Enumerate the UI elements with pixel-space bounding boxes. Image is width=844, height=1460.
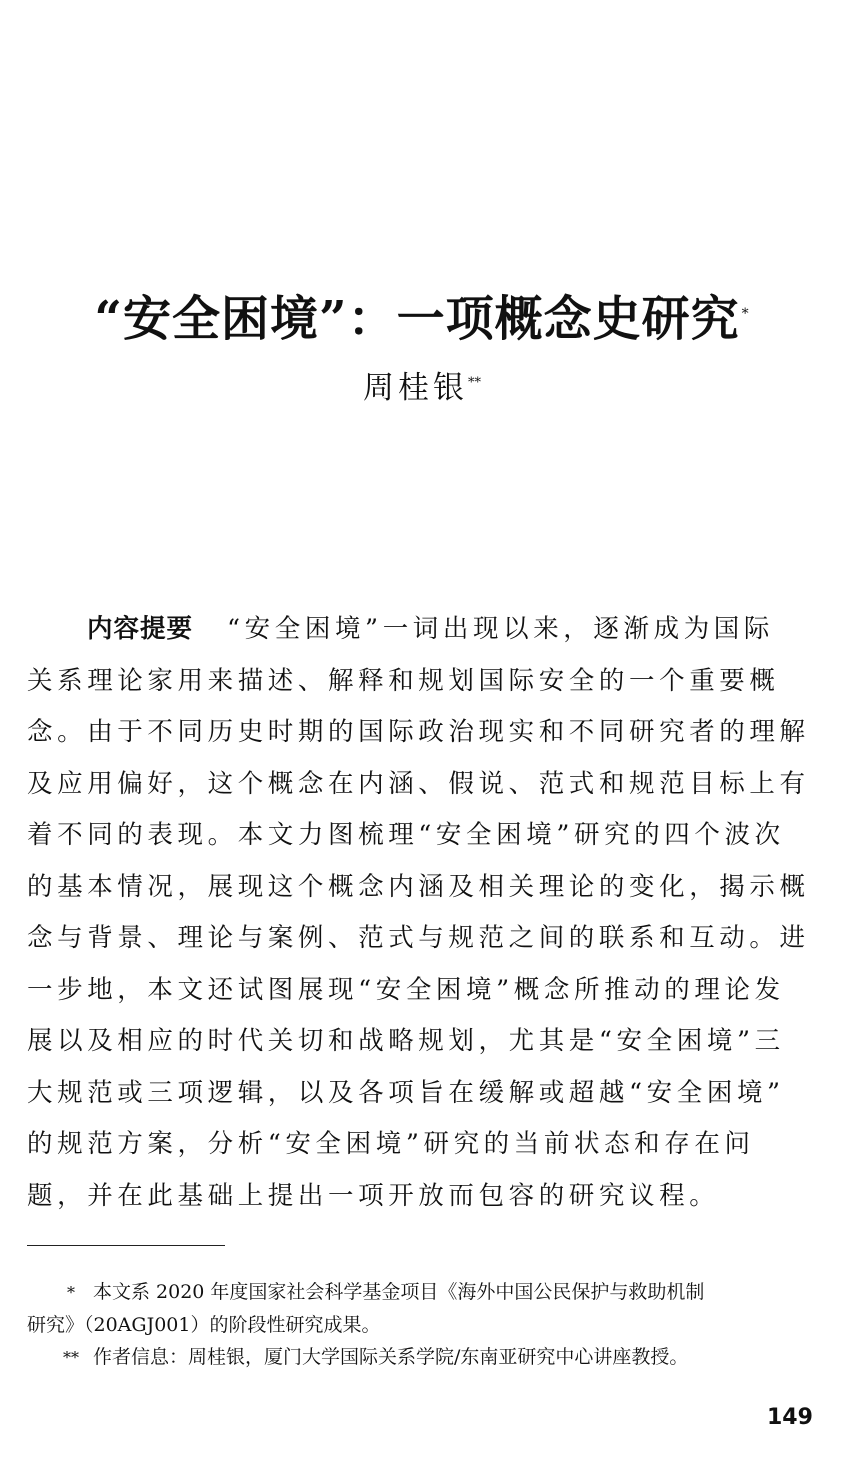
abstract-line: 大规范或三项逻辑，以及各项旨在缓解或超越“安全困境” (27, 1077, 785, 1108)
abstract-line: 念。由于不同历史时期的国际政治现实和不同研究者的理解 (27, 717, 810, 747)
page-number: 149 (767, 1405, 813, 1430)
article-title-text: “安全困境”：一项概念史研究 (94, 291, 740, 347)
abstract-line: 及应用偏好，这个概念在内涵、假说、范式和规范目标上有 (27, 768, 810, 799)
abstract-line: 关系理论家用来描述、解释和规划国际安全的一个重要概 (27, 665, 780, 696)
abstract (27, 604, 819, 1222)
abstract-line: 的基本情况，展现这个概念内涵及相关理论的变化，揭示概 (27, 871, 810, 902)
footnote-funding (27, 1276, 819, 1309)
abstract-line: 的规范方案，分析“安全困境”研究的当前状态和存在问 (27, 1129, 755, 1159)
footnotes (27, 1276, 819, 1374)
abstract-line: 一步地，本文还试图展现“安全困境”概念所推动的理论发 (27, 974, 785, 1005)
title-footnote-marker: * (741, 306, 750, 322)
abstract-line: 展以及相应的时代关切和战略规划，尤其是“安全困境”三 (27, 1026, 785, 1056)
footnote-text: 本文系 2020 年度国家社会科学基金项目《海外中国公民保护与救助机制 (93, 1281, 705, 1303)
abstract-label: 内容提要 (87, 614, 194, 644)
footnote-marker: ** (63, 1348, 79, 1367)
footnote-funding-continued: 研究》（20AGJ001）的阶段性研究成果。 (27, 1314, 381, 1336)
footnote-author-info (27, 1341, 819, 1374)
article-author (0, 362, 844, 407)
abstract-line-text: “安全困境”一词出现以来，逐渐成为国际 (227, 614, 774, 644)
author-name: 周桂银 (363, 370, 468, 406)
abstract-line: 念与背景、理论与案例、范式与规范之间的联系和互动。进 (27, 923, 810, 953)
footnote-marker: * (67, 1283, 75, 1302)
footnote-text: 作者信息：周桂银，厦门大学国际关系学院/东南亚研究中心讲座教授。 (93, 1346, 689, 1368)
abstract-line: 着不同的表现。本文力图梳理“安全困境”研究的四个波次 (27, 820, 785, 850)
abstract-line: 题，并在此基础上提出一项开放而包容的研究议程。 (27, 1180, 720, 1211)
author-footnote-marker: ** (468, 375, 481, 391)
article-title (0, 280, 844, 349)
abstract-line (27, 604, 819, 656)
footnote-divider (27, 1245, 225, 1246)
